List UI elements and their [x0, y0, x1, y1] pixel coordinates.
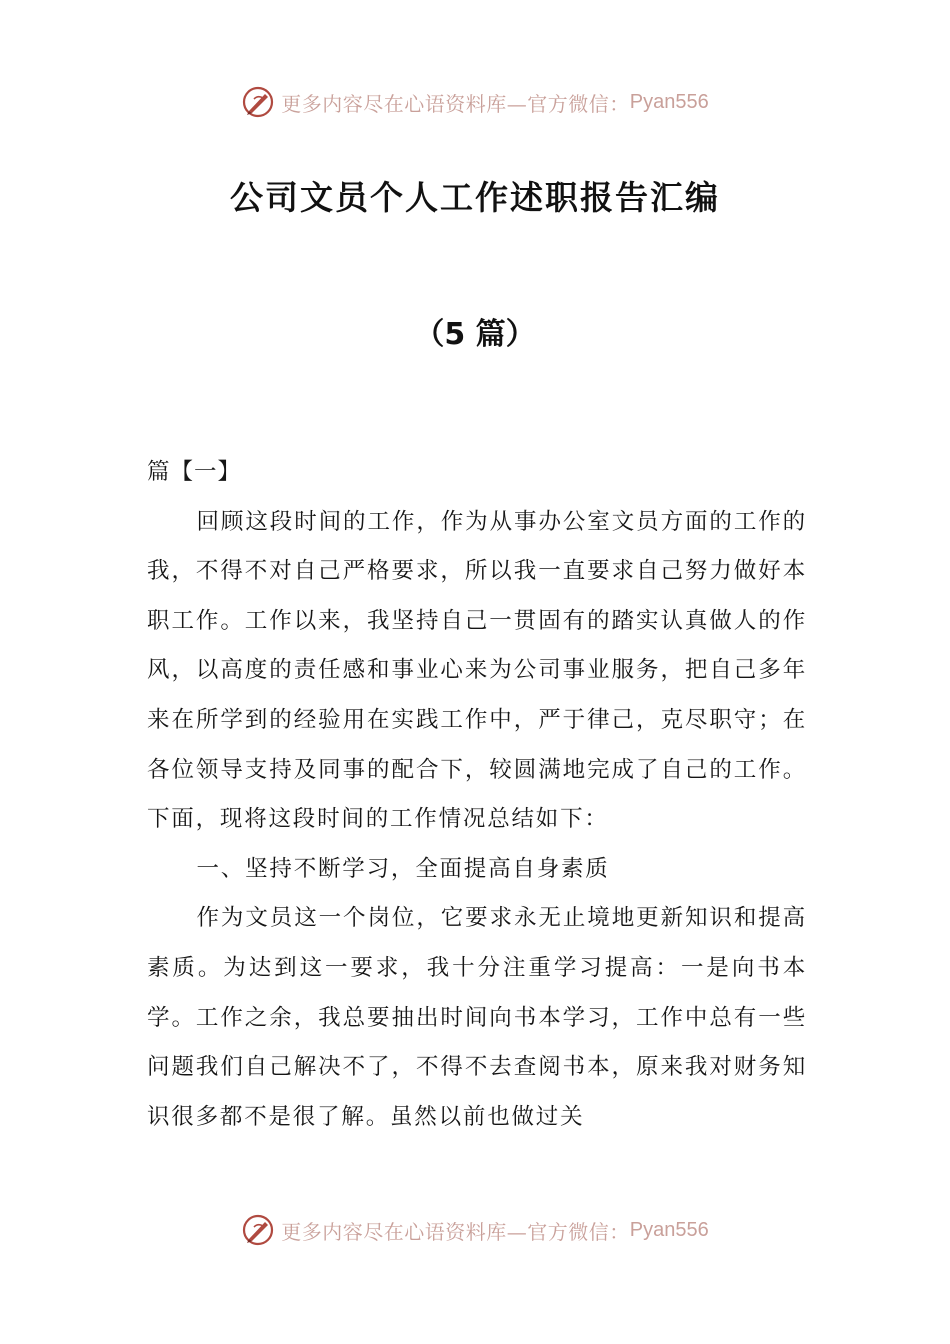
- section-label: 篇【一】: [147, 459, 242, 485]
- header-watermark: [0, 82, 950, 122]
- section-heading: 一、坚持不断学习，全面提高自身素质: [196, 855, 610, 882]
- watermark-wechat-id: Pyan556: [629, 90, 709, 113]
- footer-watermark: [0, 1210, 950, 1250]
- document-title: 公司文员个人工作述职报告汇编: [230, 178, 720, 217]
- document-subtitle: （5 篇）: [414, 317, 536, 352]
- body-paragraph: 回顾这段时间的工作，作为从事办公室文员方面的工作的我，不得不对自己严格要求，所以我一直要求自己努力做好本职工作。工作以来，我坚持自己一贯固有的踏实认真做人的作风，以高度的责任感和事业心来为公司事业服务，把自己多年来在所学到的经验用在实践工作中，严于律己，克尽职守；在各位领导支持及同事的配合下，较圆满地完成了自己的工作。下面，现将这段时间的工作情况总结如下：: [147, 508, 807, 833]
- watermark-wechat-id: Pyan556: [629, 1218, 709, 1241]
- pen-circle-logo-icon: [241, 1213, 275, 1247]
- watermark-text: 更多内容尽在心语资料库—官方微信：: [281, 1219, 630, 1244]
- document-body: [147, 448, 807, 1142]
- pen-circle-logo-icon: [241, 85, 275, 119]
- body-paragraph: 作为文员这一个岗位，它要求永无止境地更新知识和提高素质。为达到这一要求，我十分注重学习提高：一是向书本学。工作之余，我总要抽出时间向书本学习，工作中总有一些问题我们自己解决不了，不得不去查阅书本，原来我对财务知识很多都不是很了解。虽然以前也做过关: [147, 905, 807, 1130]
- watermark-text: 更多内容尽在心语资料库—官方微信：: [281, 91, 630, 116]
